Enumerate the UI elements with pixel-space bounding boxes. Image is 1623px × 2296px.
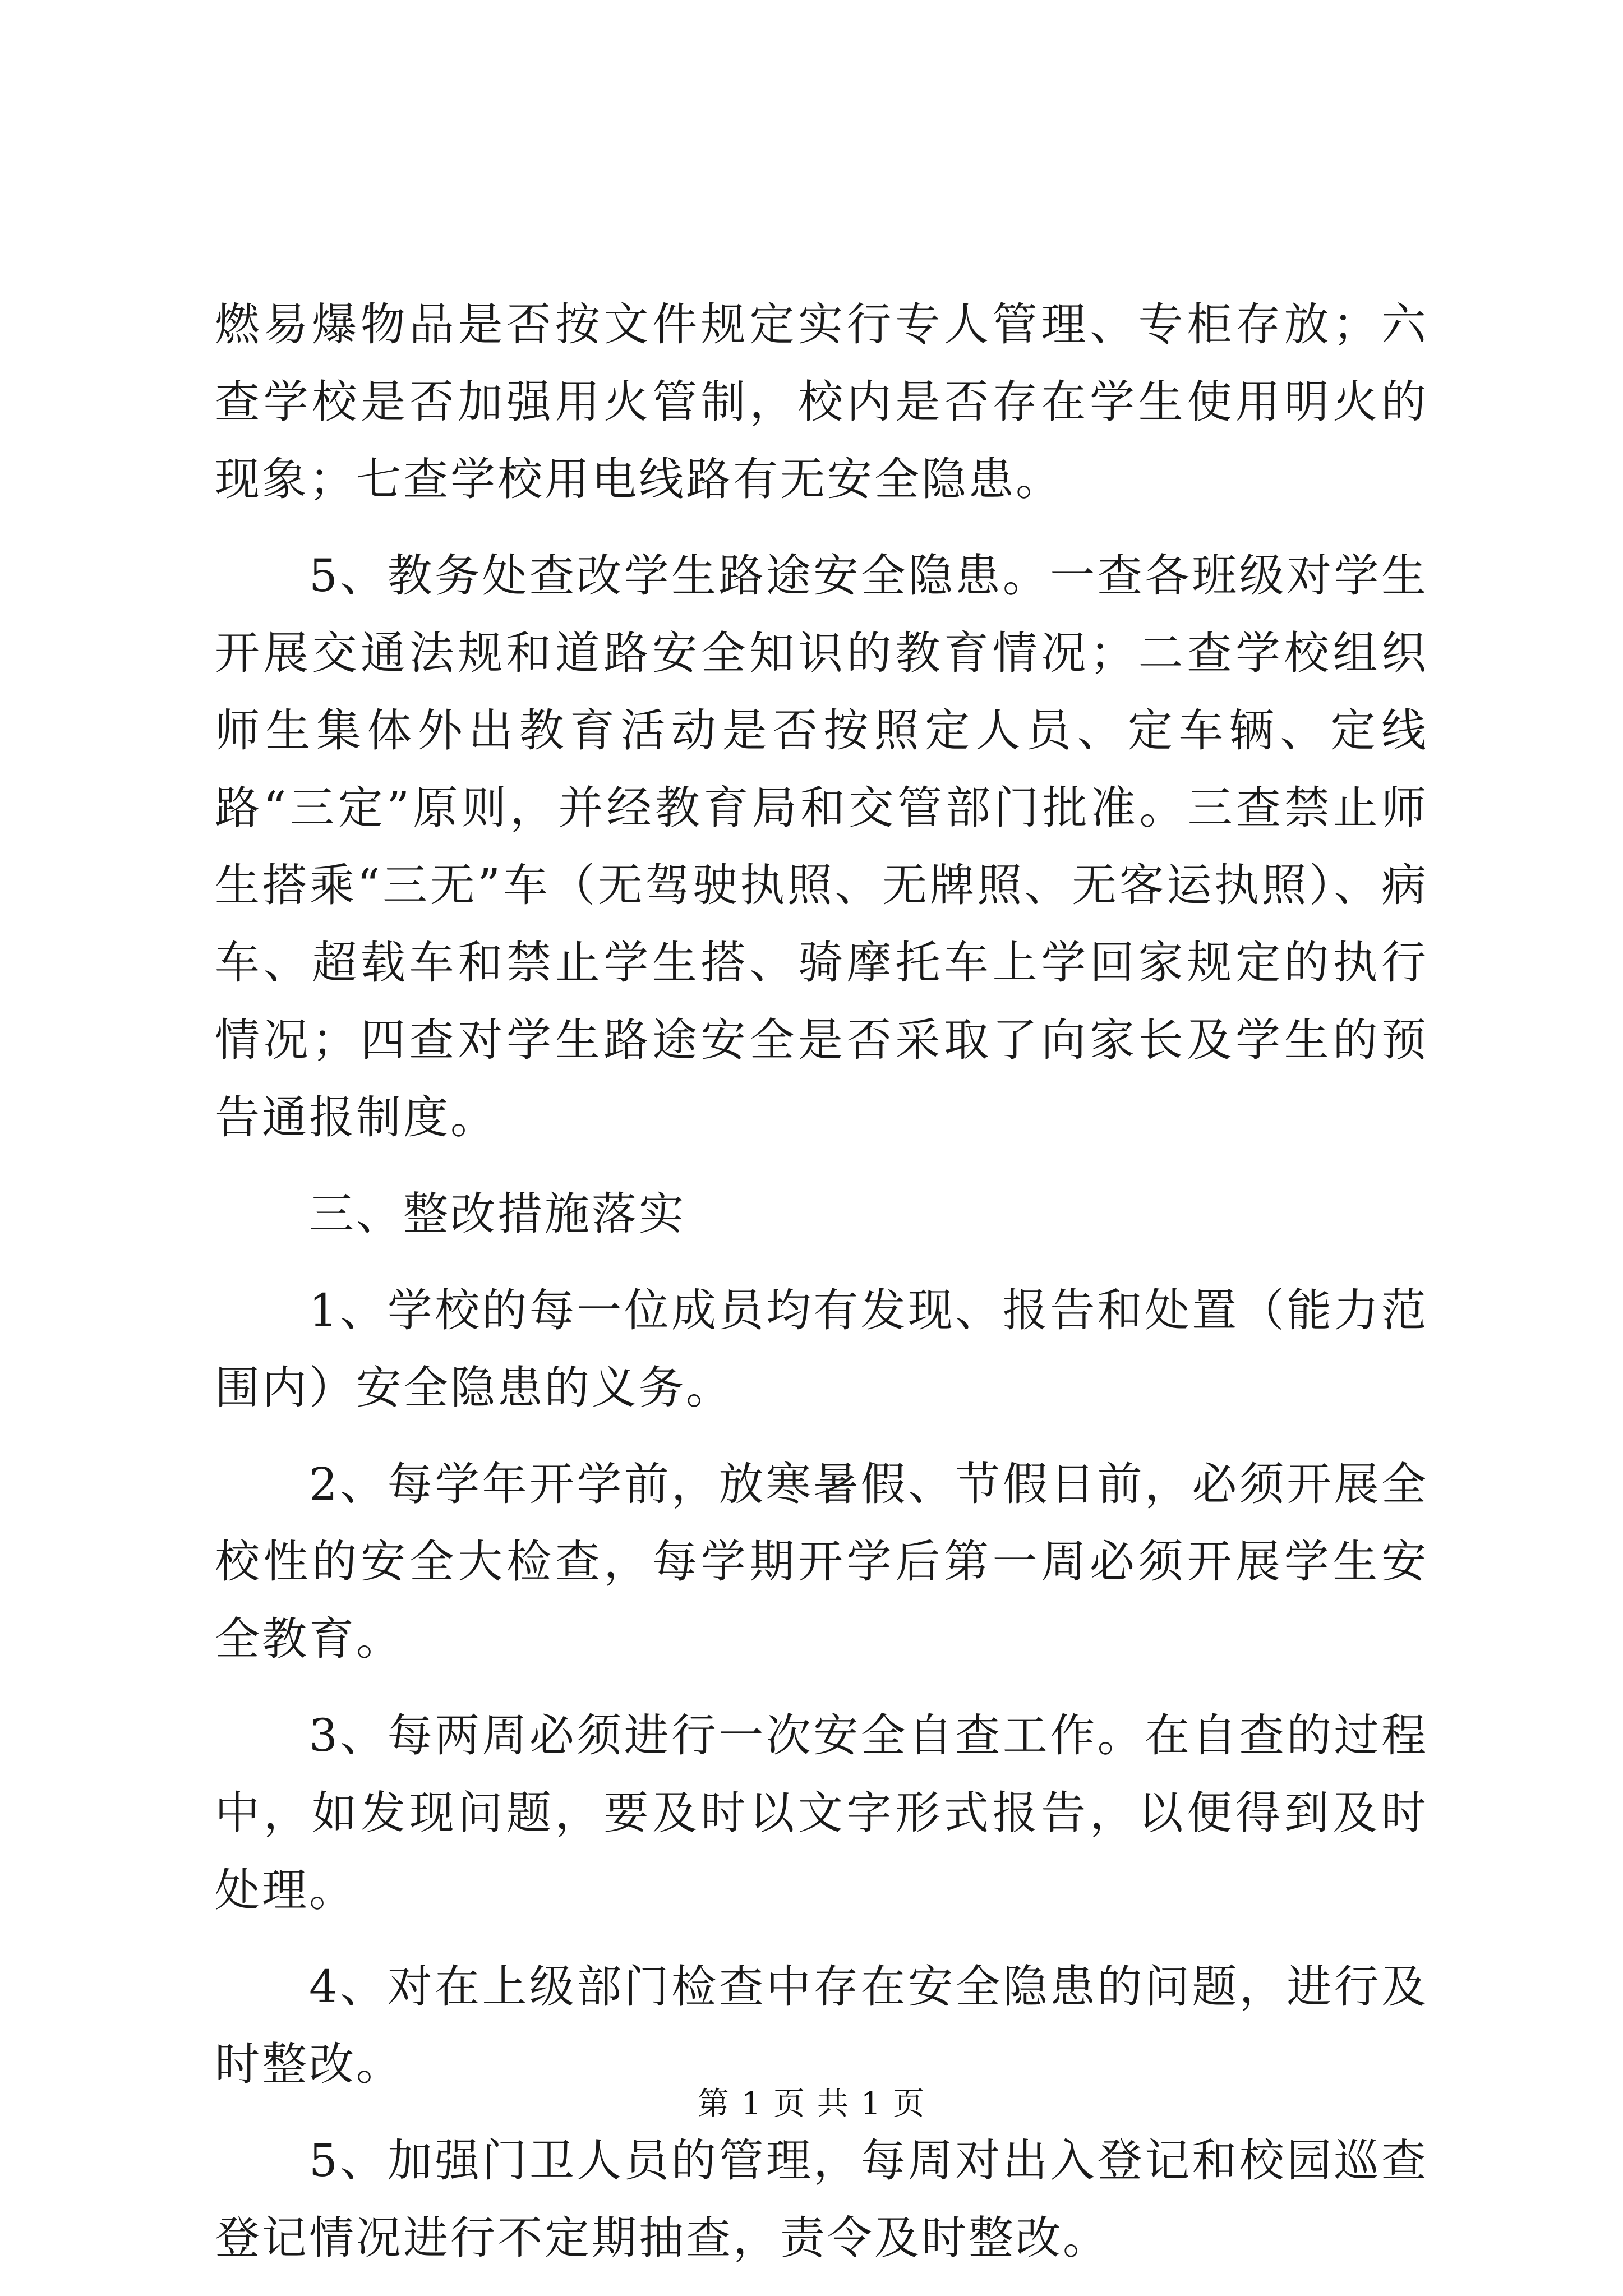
- paragraph-item-2: 2、每学年开学前，放寒暑假、节假日前，必须开展全校性的安全大检查，每学期开学后第一周必须开展学生安全教育。: [215, 1458, 1428, 1665]
- paragraph-item-3: 3、每两周必须进行一次安全自查工作。在自查的过程中，如发现问题，要及时以文字形式报告，以便得到及时处理。: [215, 1709, 1428, 1916]
- paragraph-item-4: 4、对在上级部门检查中存在安全隐患的问题，进行及时整改。: [215, 1961, 1428, 2090]
- paragraph-item-5-route-safety: 5、教务处查改学生路途安全隐患。一查各班级对学生开展交通法规和道路安全知识的教育情况；二查学校组织师生集体外出教育活动是否按照定人员、定车辆、定线路“三定”原则，并经教育局和交管部门批准。三查禁止师生搭乘“三无”车（无驾驶执照、无牌照、无客运执照）、病车、超载车和禁止学生搭、骑摩托车上学回家规定的执行情况；四查对学生路途安全是否采取了向家长及学生的预告通报制度。: [215, 550, 1428, 1144]
- paragraph-item-5-gatekeeper: 5、加强门卫人员的管理，每周对出入登记和校园巡查登记情况进行不定期抽查，责令及时整改。: [215, 2134, 1428, 2264]
- paragraph-continuation: 燃易爆物品是否按文件规定实行专人管理、专柜存放；六查学校是否加强用火管制，校内是否存在学生使用明火的现象；七查学校用电线路有无安全隐患。: [215, 298, 1428, 505]
- document-body: [215, 286, 1428, 2296]
- section-heading-rectification: 三、整改措施落实: [309, 1188, 686, 1240]
- paragraph-item-1: 1、学校的每一位成员均有发现、报告和处置（能力范围内）安全隐患的义务。: [215, 1284, 1428, 1414]
- page-number-footer: 第 1 页 共 1 页: [697, 2086, 926, 2122]
